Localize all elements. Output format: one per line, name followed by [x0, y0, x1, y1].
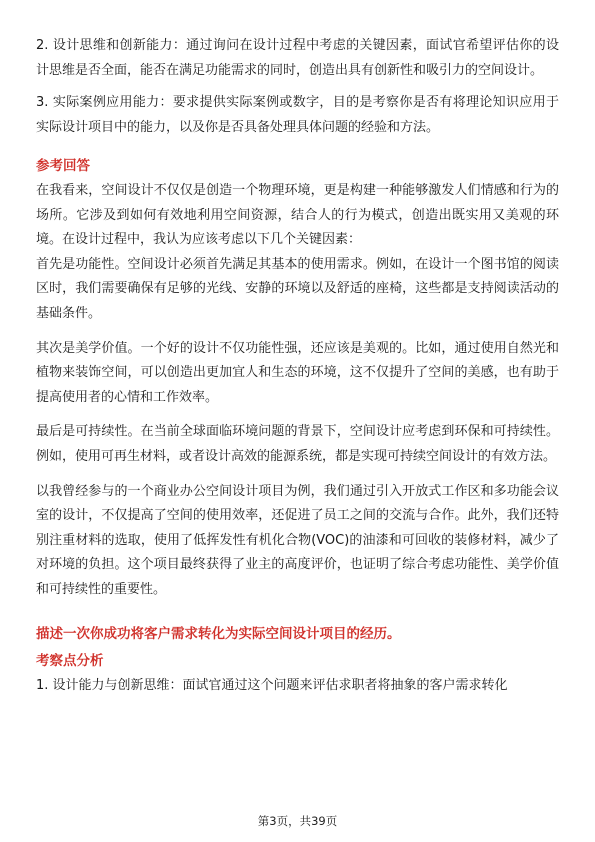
intro-point-3: 3. 实际案例应用能力：要求提供实际案例或数字，目的是考察你是否有将理论知识应用于实际设计项目中的能力，以及你是否具备处理具体问题的经验和方法。	[36, 95, 559, 135]
answer-paragraph-1: 在我看来，空间设计不仅仅是创造一个物理环境，更是构建一种能够激发人们情感和行为的场所。它涉及到如何有效地利用空间资源，结合人的行为模式，创造出既实用又美观的环境。在设计过程中，我认为应该考虑以下几个关键因素：	[36, 182, 559, 248]
answer-paragraph-4: 最后是可持续性。在当前全球面临环境问题的背景下，空间设计应考虑到环保和可持续性。例如，使用可再生材料，或者设计高效的能源系统，都是实现可持续空间设计的有效方法。	[36, 424, 559, 464]
page-content	[36, 34, 559, 698]
answer-paragraph-5: 以我曾经参与的一个商业办公空间设计项目为例，我们通过引入开放式工作区和多功能会议室的设计，不仅提高了空间的使用效率，还促进了员工之间的交流与合作。此外，我们还特别注重材料的选取，使用了低挥发性有机化合物(VOC)的油漆和可回收的装修材料，减少了对环境的负担。这个项目最终获得了业主的高度评价，也证明了综合考虑功能性、美学价值和可持续性的重要性。	[36, 483, 559, 597]
analysis-heading: 考察点分析	[36, 653, 104, 670]
answer-paragraph-3: 其次是美学价值。一个好的设计不仅功能性强，还应该是美观的。比如，通过使用自然光和植物来装饰空间，可以创造出更加宜人和生态的环境，这不仅提升了空间的美感，也有助于提高使用者的心情和工作效率。	[36, 340, 559, 405]
intro-point-2: 2. 设计思维和创新能力：通过询问在设计过程中考虑的关键因素，面试官希望评估你的设计思维是否全面，能否在满足功能需求的同时，创造出具有创新性和吸引力的空间设计。	[36, 38, 559, 78]
question-heading: 描述一次你成功将客户需求转化为实际空间设计项目的经历。	[36, 626, 401, 643]
analysis-point-1: 1. 设计能力与创新思维：面试官通过这个问题来评估求职者将抽象的客户需求转化	[36, 677, 508, 693]
page-number-footer: 第3页，共39页	[257, 814, 338, 828]
answer-paragraph-2: 首先是功能性。空间设计必须首先满足其基本的使用需求。例如，在设计一个图书馆的阅读区时，我们需要确保有足够的光线、安静的环境以及舒适的座椅，这些都是支持阅读活动的基础条件。	[36, 256, 559, 321]
reference-heading: 参考回答	[36, 158, 90, 175]
